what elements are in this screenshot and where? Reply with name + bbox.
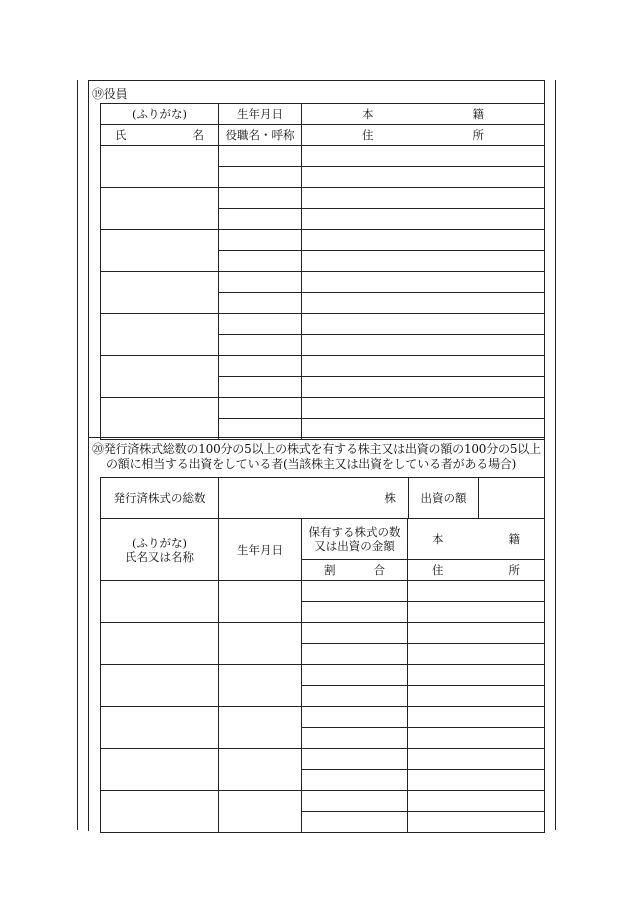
officer-row — [101, 272, 545, 293]
shareholder-ratio-field[interactable] — [302, 728, 408, 749]
investment-label: 出資の額 — [409, 478, 479, 519]
shareholder-held-field[interactable] — [302, 665, 408, 686]
officer-position-field[interactable] — [219, 293, 302, 314]
shareholder-row — [101, 623, 545, 644]
officer-birthdate-field[interactable] — [219, 146, 302, 167]
officer-address-field[interactable] — [302, 209, 545, 230]
total-shares-field[interactable]: 株 — [219, 478, 409, 519]
shareholder-row — [101, 581, 545, 602]
shareholder-birthdate-field[interactable] — [219, 749, 302, 791]
officer-name-field[interactable] — [101, 272, 219, 314]
shareholder-honseki-field[interactable] — [408, 749, 545, 770]
shareholder-honseki-field[interactable] — [408, 665, 545, 686]
position-header: 役職名・呼称 — [219, 125, 302, 146]
officer-position-field[interactable] — [219, 167, 302, 188]
officer-birthdate-field[interactable] — [219, 314, 302, 335]
shareholder-honseki-field[interactable] — [408, 707, 545, 728]
shareholder-birthdate-field[interactable] — [219, 707, 302, 749]
officer-address-field[interactable] — [302, 377, 545, 398]
holder-birthdate-header: 生年月日 — [219, 519, 302, 581]
holder-name-header: (ふりがな) 氏名又は名称 — [101, 519, 219, 581]
officer-row — [101, 146, 545, 167]
shareholder-held-field[interactable] — [302, 707, 408, 728]
shareholder-ratio-field[interactable] — [302, 602, 408, 623]
shareholder-row — [101, 791, 545, 812]
held-amount-header: 保有する株式の数 又は出資の金額 — [302, 519, 408, 560]
name-header: 氏 名 — [101, 125, 219, 146]
officer-birthdate-field[interactable] — [219, 398, 302, 419]
officer-honseki-field[interactable] — [302, 398, 545, 419]
shareholder-held-field[interactable] — [302, 623, 408, 644]
officer-row — [101, 356, 545, 377]
shareholder-address-field[interactable] — [408, 686, 545, 707]
officer-address-field[interactable] — [302, 167, 545, 188]
address-header: 住 所 — [302, 125, 545, 146]
officer-name-field[interactable] — [101, 230, 219, 272]
officer-honseki-field[interactable] — [302, 230, 545, 251]
officer-row — [101, 398, 545, 419]
shareholder-birthdate-field[interactable] — [219, 791, 302, 833]
shareholder-row — [101, 707, 545, 728]
shareholder-birthdate-field[interactable] — [219, 581, 302, 623]
shareholder-held-field[interactable] — [302, 791, 408, 812]
section-shareholders-title-line2: の額に相当する出資をしている者(当該株主又は出資をしている者がある場合) — [106, 457, 517, 471]
officer-name-field[interactable] — [101, 398, 219, 440]
officer-row — [101, 230, 545, 251]
officer-address-field[interactable] — [302, 251, 545, 272]
shareholder-name-field[interactable] — [101, 749, 219, 791]
furigana-header: (ふりがな) — [101, 104, 219, 125]
officer-birthdate-field[interactable] — [219, 272, 302, 293]
holder-address-header: 住 所 — [408, 560, 545, 581]
shareholder-ratio-field[interactable] — [302, 686, 408, 707]
shareholder-honseki-field[interactable] — [408, 791, 545, 812]
holder-honseki-header: 本 籍 — [408, 519, 545, 560]
honseki-header: 本 籍 — [302, 104, 545, 125]
shareholder-birthdate-field[interactable] — [219, 623, 302, 665]
section-divider — [88, 437, 544, 438]
shareholder-address-field[interactable] — [408, 602, 545, 623]
officers-table — [100, 103, 545, 440]
shareholder-birthdate-field[interactable] — [219, 665, 302, 707]
shareholder-ratio-field[interactable] — [302, 812, 408, 833]
shareholder-address-field[interactable] — [408, 644, 545, 665]
shareholder-held-field[interactable] — [302, 749, 408, 770]
officer-position-field[interactable] — [219, 251, 302, 272]
investment-field[interactable] — [479, 478, 545, 519]
officer-name-field[interactable] — [101, 188, 219, 230]
shareholder-name-field[interactable] — [101, 665, 219, 707]
officer-position-field[interactable] — [219, 335, 302, 356]
shareholder-ratio-field[interactable] — [302, 770, 408, 791]
officer-name-field[interactable] — [101, 314, 219, 356]
officer-address-field[interactable] — [302, 335, 545, 356]
officer-honseki-field[interactable] — [302, 356, 545, 377]
shareholder-address-field[interactable] — [408, 770, 545, 791]
officer-name-field[interactable] — [101, 146, 219, 188]
outer-right-rule — [555, 80, 556, 830]
officer-position-field[interactable] — [219, 377, 302, 398]
shareholder-row — [101, 665, 545, 686]
officer-honseki-field[interactable] — [302, 188, 545, 209]
shareholder-held-field[interactable] — [302, 581, 408, 602]
outer-left-rule — [77, 80, 78, 830]
shareholder-honseki-field[interactable] — [408, 581, 545, 602]
shareholder-address-field[interactable] — [408, 812, 545, 833]
shareholder-ratio-field[interactable] — [302, 644, 408, 665]
officer-row — [101, 314, 545, 335]
officer-row — [101, 188, 545, 209]
officer-name-field[interactable] — [101, 356, 219, 398]
shareholder-name-field[interactable] — [101, 623, 219, 665]
officer-position-field[interactable] — [219, 209, 302, 230]
officer-honseki-field[interactable] — [302, 272, 545, 293]
section-officers-title: ⑲役員 — [92, 87, 128, 101]
shareholder-address-field[interactable] — [408, 728, 545, 749]
shareholder-name-field[interactable] — [101, 791, 219, 833]
section-shareholders-title-line1: ⑳発行済株式総数の100分の5以上の株式を有する株主又は出資の額の100分の5以上 — [92, 442, 541, 456]
shareholder-name-field[interactable] — [101, 707, 219, 749]
total-shares-table — [100, 477, 545, 519]
officer-address-field[interactable] — [302, 293, 545, 314]
shareholders-table — [100, 518, 545, 833]
shareholder-name-field[interactable] — [101, 581, 219, 623]
officer-honseki-field[interactable] — [302, 146, 545, 167]
shareholder-honseki-field[interactable] — [408, 623, 545, 644]
officer-birthdate-field[interactable] — [219, 188, 302, 209]
ratio-header: 割 合 — [302, 560, 408, 581]
officer-honseki-field[interactable] — [302, 314, 545, 335]
officer-birthdate-field[interactable] — [219, 356, 302, 377]
total-shares-label: 発行済株式の総数 — [101, 478, 219, 519]
officer-birthdate-field[interactable] — [219, 230, 302, 251]
shareholder-row — [101, 749, 545, 770]
birthdate-header: 生年月日 — [219, 104, 302, 125]
